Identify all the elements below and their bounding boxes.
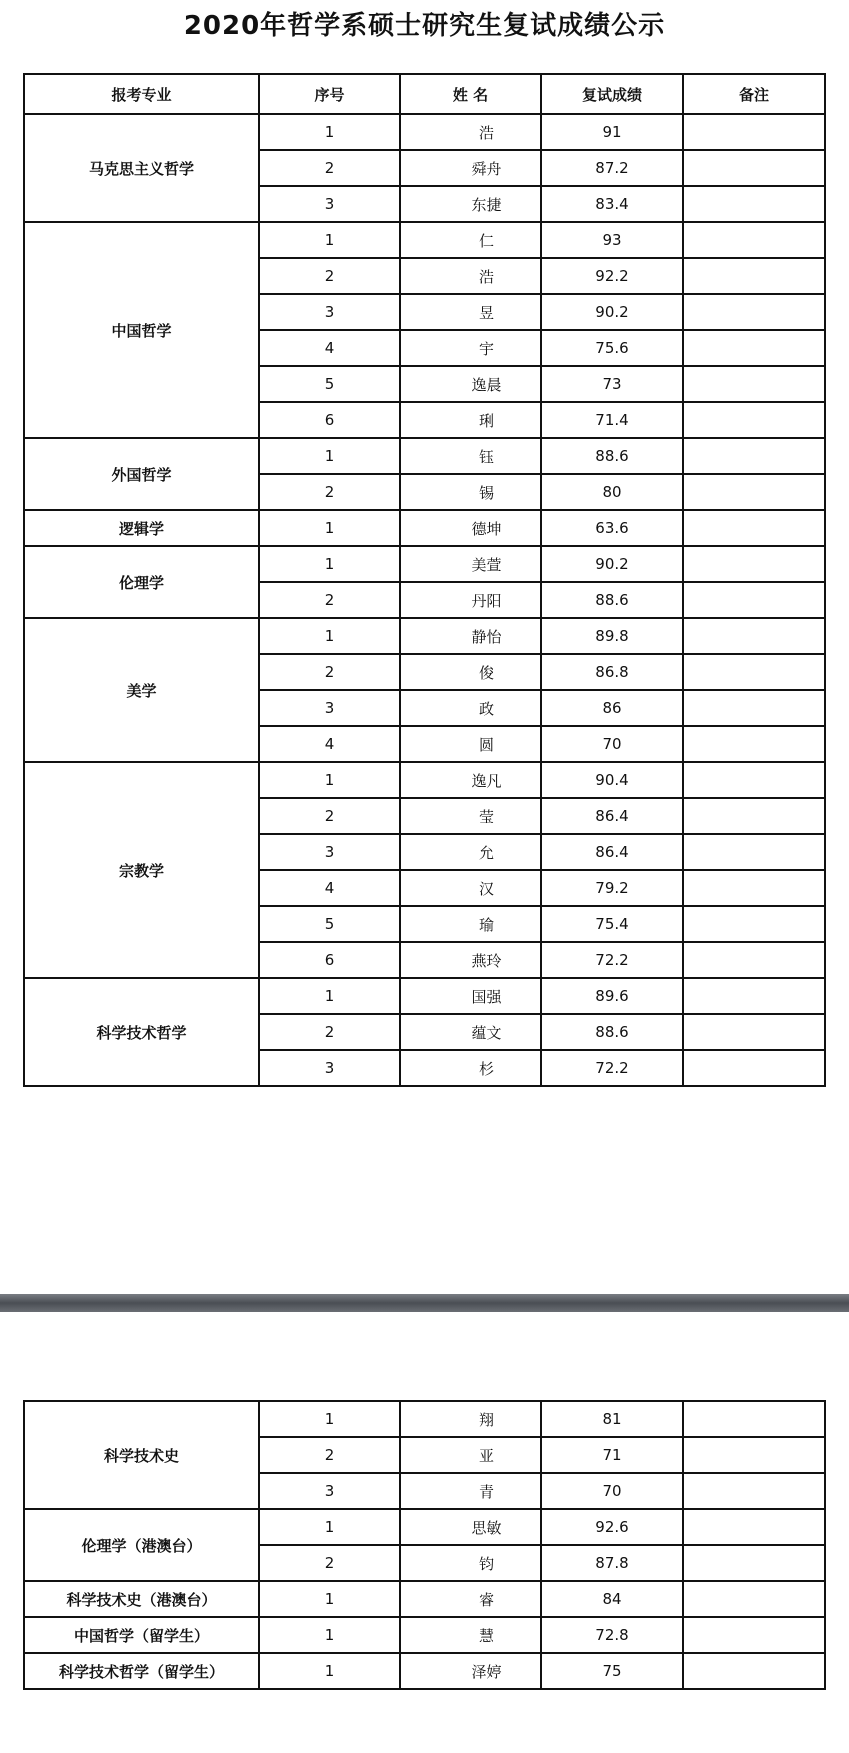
- note-cell: [683, 654, 825, 690]
- number-cell: 1: [259, 1617, 400, 1653]
- major-cell: 中国哲学（留学生）: [24, 1617, 259, 1653]
- name-cell: [400, 186, 541, 222]
- note-cell: [683, 870, 825, 906]
- page-title: 2020年哲学系硕士研究生复试成绩公示: [183, 11, 666, 41]
- score-cell: 72.2: [541, 1050, 683, 1086]
- name-text: 青: [478, 1482, 494, 1501]
- name-cell: [400, 906, 541, 942]
- name-text: 俊: [478, 663, 494, 682]
- table-row: [24, 978, 825, 1014]
- table-row: [24, 510, 825, 546]
- note-cell: [683, 1509, 825, 1545]
- name-cell: [400, 546, 541, 582]
- page-break-divider: [0, 1294, 849, 1312]
- score-cell: 72.2: [541, 942, 683, 978]
- note-cell: [683, 258, 825, 294]
- name-cell: [400, 582, 541, 618]
- score-cell: 70: [541, 726, 683, 762]
- name-cell: [400, 402, 541, 438]
- score-cell: 89.6: [541, 978, 683, 1014]
- note-cell: [683, 690, 825, 726]
- number-cell: 2: [259, 1437, 400, 1473]
- number-cell: 3: [259, 1050, 400, 1086]
- name-text: 睿: [478, 1590, 494, 1609]
- note-cell: [683, 1581, 825, 1617]
- name-cell: [400, 726, 541, 762]
- name-text: 蕴文: [471, 1023, 502, 1042]
- number-cell: 3: [259, 294, 400, 330]
- score-cell: 88.6: [541, 582, 683, 618]
- score-cell: 87.2: [541, 150, 683, 186]
- note-cell: [683, 834, 825, 870]
- score-cell: 75.6: [541, 330, 683, 366]
- major-cell: 逻辑学: [24, 510, 259, 546]
- number-cell: 5: [259, 906, 400, 942]
- name-text: 瑜: [478, 915, 494, 934]
- number-cell: 3: [259, 186, 400, 222]
- name-cell: [400, 1050, 541, 1086]
- number-cell: 3: [259, 1473, 400, 1509]
- number-cell: 1: [259, 438, 400, 474]
- name-cell: [400, 510, 541, 546]
- table-row: [24, 438, 825, 474]
- table-header-row: [24, 74, 825, 114]
- score-cell: 81: [541, 1401, 683, 1437]
- note-cell: [683, 762, 825, 798]
- name-text: 思敏: [471, 1518, 502, 1537]
- name-cell: [400, 942, 541, 978]
- number-cell: 4: [259, 330, 400, 366]
- name-text: 翔: [478, 1410, 494, 1429]
- note-cell: [683, 1473, 825, 1509]
- note-cell: [683, 546, 825, 582]
- header-name: 姓 名: [400, 74, 541, 114]
- score-cell: 75.4: [541, 906, 683, 942]
- note-cell: [683, 1545, 825, 1581]
- name-text: 泽婷: [471, 1662, 502, 1681]
- note-cell: [683, 330, 825, 366]
- name-text: 东捷: [471, 195, 502, 214]
- number-cell: 1: [259, 1509, 400, 1545]
- name-text: 丹阳: [471, 591, 502, 610]
- name-cell: [400, 618, 541, 654]
- name-cell: [400, 654, 541, 690]
- score-cell: 90.2: [541, 294, 683, 330]
- number-cell: 1: [259, 546, 400, 582]
- name-cell: [400, 294, 541, 330]
- note-cell: [683, 510, 825, 546]
- name-cell: [400, 978, 541, 1014]
- score-cell: 83.4: [541, 186, 683, 222]
- note-cell: [683, 942, 825, 978]
- header-score: 复试成绩: [541, 74, 683, 114]
- note-cell: [683, 186, 825, 222]
- name-text: 德坤: [471, 519, 502, 538]
- table-row: [24, 114, 825, 150]
- score-cell: 86.4: [541, 834, 683, 870]
- note-cell: [683, 798, 825, 834]
- number-cell: 2: [259, 798, 400, 834]
- number-cell: 2: [259, 150, 400, 186]
- name-cell: [400, 1473, 541, 1509]
- name-cell: [400, 1617, 541, 1653]
- number-cell: 2: [259, 258, 400, 294]
- note-cell: [683, 906, 825, 942]
- table-row: [24, 222, 825, 258]
- name-text: 慧: [478, 1626, 494, 1645]
- score-cell: 71.4: [541, 402, 683, 438]
- note-cell: [683, 150, 825, 186]
- name-cell: [400, 1653, 541, 1689]
- name-cell: [400, 1014, 541, 1050]
- name-cell: [400, 798, 541, 834]
- note-cell: [683, 294, 825, 330]
- note-cell: [683, 1617, 825, 1653]
- score-cell: 75: [541, 1653, 683, 1689]
- name-cell: [400, 1545, 541, 1581]
- name-cell: [400, 762, 541, 798]
- name-text: 燕玲: [471, 951, 502, 970]
- name-cell: [400, 222, 541, 258]
- note-cell: [683, 438, 825, 474]
- name-text: 政: [478, 699, 494, 718]
- number-cell: 1: [259, 1653, 400, 1689]
- number-cell: 2: [259, 474, 400, 510]
- note-cell: [683, 978, 825, 1014]
- score-cell: 79.2: [541, 870, 683, 906]
- name-text: 静怡: [471, 627, 502, 646]
- name-text: 钧: [478, 1554, 494, 1573]
- major-cell: 宗教学: [24, 762, 259, 978]
- name-text: 浩: [478, 267, 494, 286]
- table-row: [24, 1653, 825, 1689]
- table-row: [24, 762, 825, 798]
- number-cell: 4: [259, 726, 400, 762]
- name-text: 允: [478, 843, 494, 862]
- note-cell: [683, 114, 825, 150]
- table-row: [24, 546, 825, 582]
- name-cell: [400, 870, 541, 906]
- score-cell: 87.8: [541, 1545, 683, 1581]
- name-text: 汉: [478, 879, 494, 898]
- header-number: 序号: [259, 74, 400, 114]
- name-cell: [400, 1509, 541, 1545]
- name-cell: [400, 1437, 541, 1473]
- name-text: 国强: [471, 987, 502, 1006]
- name-text: 仁: [478, 231, 494, 250]
- name-text: 杉: [478, 1059, 494, 1078]
- score-cell: 71: [541, 1437, 683, 1473]
- table-row: [24, 1581, 825, 1617]
- score-table-1: [23, 73, 826, 1087]
- number-cell: 5: [259, 366, 400, 402]
- number-cell: 2: [259, 1014, 400, 1050]
- score-cell: 92.2: [541, 258, 683, 294]
- number-cell: 1: [259, 978, 400, 1014]
- name-cell: [400, 150, 541, 186]
- number-cell: 4: [259, 870, 400, 906]
- score-cell: 92.6: [541, 1509, 683, 1545]
- score-cell: 88.6: [541, 438, 683, 474]
- name-cell: [400, 1581, 541, 1617]
- name-text: 圆: [478, 735, 494, 754]
- score-cell: 84: [541, 1581, 683, 1617]
- score-cell: 73: [541, 366, 683, 402]
- major-cell: 科学技术史: [24, 1401, 259, 1509]
- major-cell: 中国哲学: [24, 222, 259, 438]
- number-cell: 1: [259, 762, 400, 798]
- name-cell: [400, 114, 541, 150]
- table-row: [24, 1617, 825, 1653]
- name-cell: [400, 690, 541, 726]
- score-cell: 72.8: [541, 1617, 683, 1653]
- score-cell: 63.6: [541, 510, 683, 546]
- major-cell: 科学技术史（港澳台）: [24, 1581, 259, 1617]
- note-cell: [683, 1050, 825, 1086]
- score-cell: 86.8: [541, 654, 683, 690]
- table-row: [24, 618, 825, 654]
- name-cell: [400, 474, 541, 510]
- header-note: 备注: [683, 74, 825, 114]
- name-text: 锡: [478, 483, 494, 502]
- name-text: 逸晨: [471, 375, 502, 394]
- number-cell: 3: [259, 690, 400, 726]
- number-cell: 1: [259, 618, 400, 654]
- table-row: [24, 1509, 825, 1545]
- name-text: 宇: [478, 339, 494, 358]
- note-cell: [683, 1437, 825, 1473]
- name-text: 莹: [478, 807, 494, 826]
- major-cell: 伦理学: [24, 546, 259, 618]
- major-cell: 马克思主义哲学: [24, 114, 259, 222]
- header-major: 报考专业: [24, 74, 259, 114]
- name-text: 美萱: [471, 555, 502, 574]
- score-cell: 91: [541, 114, 683, 150]
- major-cell: 美学: [24, 618, 259, 762]
- score-table-2: [23, 1400, 826, 1690]
- score-cell: 86: [541, 690, 683, 726]
- number-cell: 1: [259, 510, 400, 546]
- major-cell: 伦理学（港澳台）: [24, 1509, 259, 1581]
- score-cell: 89.8: [541, 618, 683, 654]
- score-cell: 88.6: [541, 1014, 683, 1050]
- score-cell: 90.4: [541, 762, 683, 798]
- table-row: [24, 1401, 825, 1437]
- major-cell: 科学技术哲学（留学生）: [24, 1653, 259, 1689]
- name-cell: [400, 258, 541, 294]
- number-cell: 6: [259, 402, 400, 438]
- note-cell: [683, 726, 825, 762]
- name-text: 舜舟: [471, 159, 502, 178]
- note-cell: [683, 366, 825, 402]
- name-cell: [400, 366, 541, 402]
- note-cell: [683, 618, 825, 654]
- score-cell: 80: [541, 474, 683, 510]
- number-cell: 1: [259, 1401, 400, 1437]
- number-cell: 1: [259, 1581, 400, 1617]
- note-cell: [683, 474, 825, 510]
- note-cell: [683, 1014, 825, 1050]
- score-cell: 70: [541, 1473, 683, 1509]
- number-cell: 1: [259, 114, 400, 150]
- name-text: 浩: [478, 123, 494, 142]
- name-cell: [400, 834, 541, 870]
- name-text: 亚: [478, 1446, 494, 1465]
- note-cell: [683, 402, 825, 438]
- number-cell: 2: [259, 582, 400, 618]
- note-cell: [683, 222, 825, 258]
- name-text: 琍: [478, 411, 494, 430]
- major-cell: 科学技术哲学: [24, 978, 259, 1086]
- major-cell: 外国哲学: [24, 438, 259, 510]
- name-text: 逸凡: [471, 771, 502, 790]
- name-cell: [400, 330, 541, 366]
- score-cell: 90.2: [541, 546, 683, 582]
- name-text: 钰: [478, 447, 494, 466]
- score-cell: 86.4: [541, 798, 683, 834]
- name-text: 昱: [478, 303, 494, 322]
- number-cell: 2: [259, 654, 400, 690]
- note-cell: [683, 582, 825, 618]
- name-cell: [400, 438, 541, 474]
- number-cell: 1: [259, 222, 400, 258]
- note-cell: [683, 1401, 825, 1437]
- score-cell: 93: [541, 222, 683, 258]
- name-cell: [400, 1401, 541, 1437]
- number-cell: 2: [259, 1545, 400, 1581]
- number-cell: 6: [259, 942, 400, 978]
- number-cell: 3: [259, 834, 400, 870]
- note-cell: [683, 1653, 825, 1689]
